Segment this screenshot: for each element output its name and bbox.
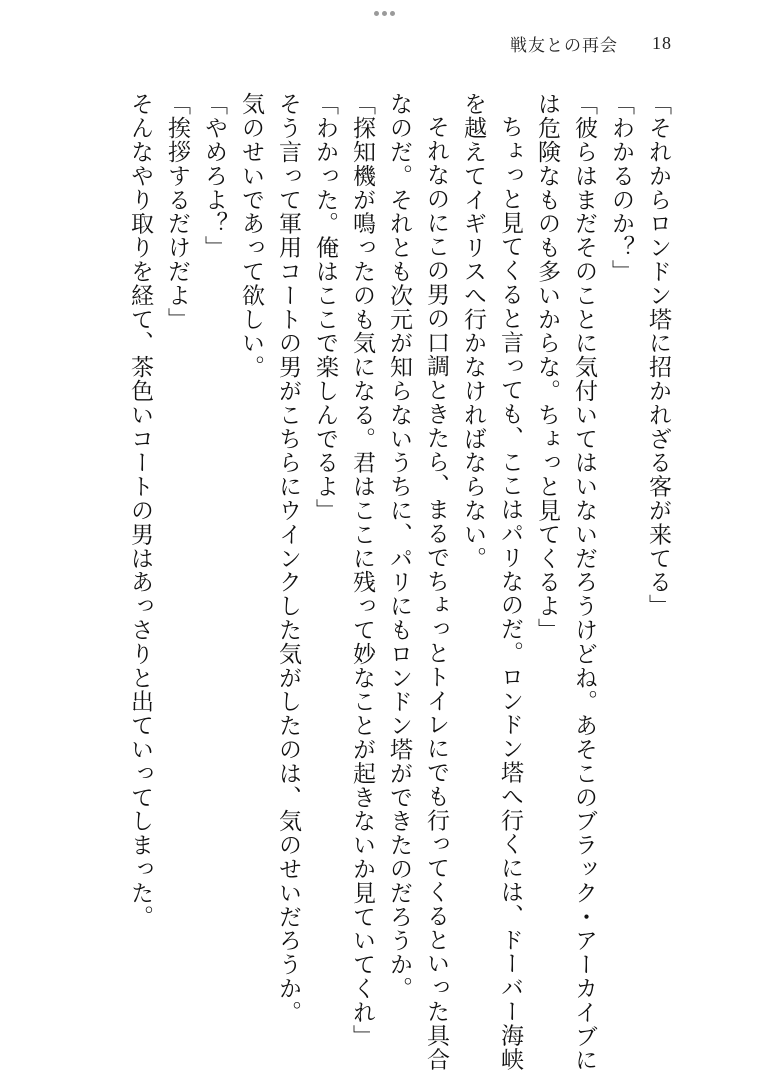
text-line: なのだ。それとも次元が知らないうちに、パリにもロンドン塔ができたのだろうか。 bbox=[386, 92, 412, 1001]
text-line: を越えてイギリスへ行かなければならない。 bbox=[460, 92, 486, 570]
text-line: 「探知機が鳴ったのも気になる。君はここに残って妙なことが起きないか見ていてくれ」 bbox=[349, 92, 375, 1048]
vertical-text-body bbox=[127, 92, 676, 1072]
text-line: ちょっと見てくると言っても、ここはパリなのだ。ロンドン塔へ行くには、ドーバー海峡 bbox=[497, 115, 523, 1071]
page-header bbox=[510, 30, 672, 56]
page-number: 18 bbox=[652, 32, 672, 53]
text-line: は危険なものも多いからな。ちょっと見てくるよ」 bbox=[534, 92, 560, 642]
chapter-title: 戦友との再会 bbox=[510, 35, 618, 56]
menu-dot bbox=[390, 11, 395, 16]
text-line: 「やめろよ？」 bbox=[201, 92, 227, 260]
text-line: 「それからロンドン塔に招かれざる客が来てる」 bbox=[645, 92, 671, 618]
ellipsis-icon[interactable] bbox=[0, 6, 768, 20]
text-line: そう言って軍用コートの男がこちらにウインクした気がしたのは、気のせいだろうか。 bbox=[275, 92, 301, 1025]
text-line: 気のせいであって欲しい。 bbox=[238, 92, 264, 379]
text-line: 「わかった。俺はここで楽しんでるよ」 bbox=[312, 92, 338, 523]
text-line: そんなやり取りを経て、茶色いコートの男はあっさりと出ていってしまった。 bbox=[127, 92, 153, 929]
text-line: それなのにこの男の口調ときたら、まるでちょっとトイレにでも行ってくるといった具合 bbox=[423, 115, 449, 1071]
menu-dot bbox=[374, 11, 379, 16]
text-line: 「挨拶するだけだよ」 bbox=[164, 92, 190, 331]
text-line: 「わかるのか？」 bbox=[608, 92, 634, 284]
menu-dot bbox=[382, 11, 387, 16]
text-line: 「彼らはまだそのことに気付いてはいないだろうけどね。あそこのブラック・アーカイブに bbox=[571, 92, 597, 1072]
